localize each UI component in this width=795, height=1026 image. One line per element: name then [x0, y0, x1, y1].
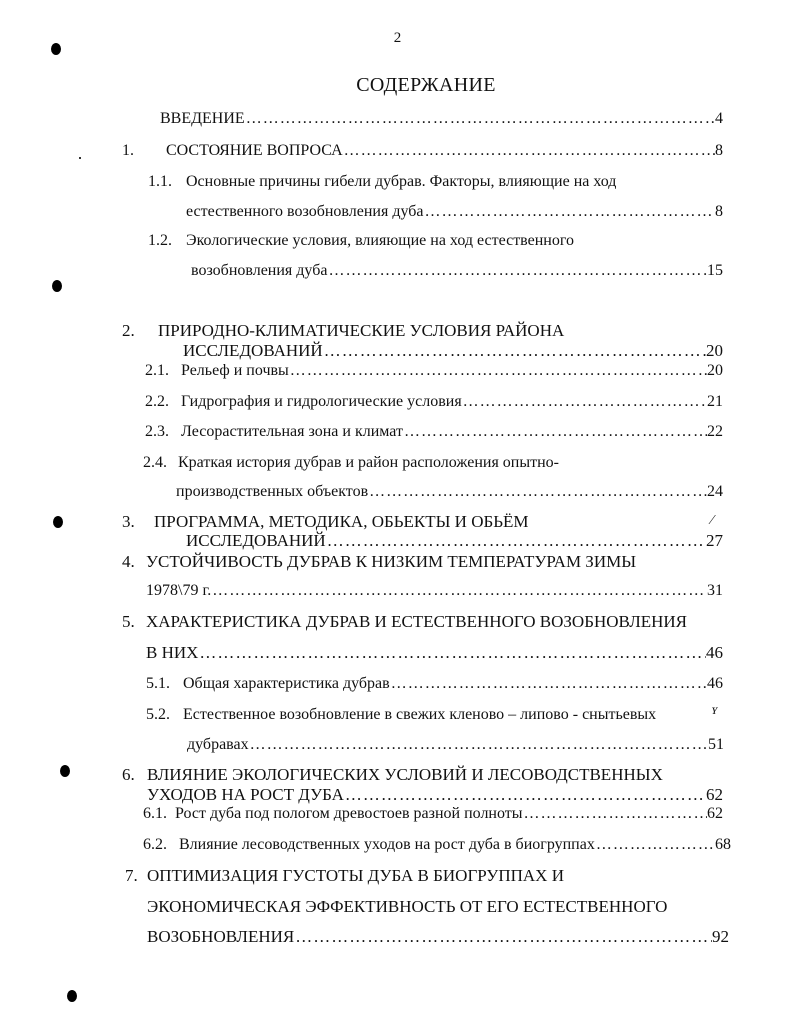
toc-entry-4[interactable]: [122, 551, 723, 573]
toc-entry-text: В НИХ: [146, 643, 199, 662]
toc-entry-2-1[interactable]: [145, 360, 723, 382]
toc-entry-3-cont[interactable]: [186, 530, 723, 552]
toc-entry-text: Рост дуба под пологом древостоев разной полноты: [175, 805, 523, 822]
toc-entry-7[interactable]: [125, 865, 723, 887]
leader-dots: [327, 260, 707, 282]
leader-dots: [595, 834, 715, 856]
toc-entry-1-2[interactable]: [148, 230, 723, 252]
toc-page-number: 8: [715, 142, 723, 159]
toc-entry-text: естественного возобновления дуба: [186, 203, 424, 220]
toc-entry-text: ИССЛЕДОВАНИЙ: [183, 341, 323, 360]
toc-entry-text: Основные причины гибели дубрав. Факторы, влияющие на ход: [186, 173, 617, 190]
toc-page-number: 21: [707, 393, 723, 410]
leader-dots: [198, 642, 706, 664]
toc-entry-2-2[interactable]: [145, 391, 723, 413]
toc-entry-number: 1.2.: [148, 232, 172, 249]
toc-entry-number: 2.3.: [145, 423, 169, 440]
toc-entry-number: 2.1.: [145, 362, 169, 379]
leader-dots: [424, 201, 716, 223]
toc-entry-number: 6.2.: [143, 836, 167, 853]
toc-entry-text: ПРИРОДНО-КЛИМАТИЧЕСКИЕ УСЛОВИЯ РАЙОНА: [158, 321, 565, 340]
toc-entry-text: производственных объектов: [176, 483, 369, 500]
toc-entry-intro[interactable]: [160, 108, 723, 130]
toc-entry-number: 4.: [122, 552, 135, 571]
toc-entry-text: ВЛИЯНИЕ ЭКОЛОГИЧЕСКИХ УСЛОВИЙ И ЛЕСОВОДСТВЕННЫХ: [147, 765, 663, 784]
toc-page-number: 92: [712, 927, 729, 946]
toc-entry-6[interactable]: [122, 764, 723, 786]
toc-entry-6-2[interactable]: [143, 834, 731, 856]
leader-dots: [368, 481, 707, 503]
leader-dots: [323, 340, 706, 362]
toc-entry-number: 1.: [122, 142, 134, 159]
toc-entry-text: УСТОЙЧИВОСТЬ ДУБРАВ К НИЗКИМ ТЕМПЕРАТУРАМ ЗИМЫ: [146, 552, 637, 571]
punch-hole-mark: [53, 516, 63, 528]
toc-entry-text: СОСТОЯНИЕ ВОПРОСА: [166, 142, 343, 159]
toc-entry-text: возобновления дуба: [191, 262, 328, 279]
toc-page-number: 20: [707, 362, 723, 379]
toc-entry-text: Влияние лесоводственных уходов на рост дуба в биогруппах: [179, 836, 595, 853]
toc-page-number: 46: [706, 643, 723, 662]
page-title: СОДЕРЖАНИЕ: [356, 74, 496, 96]
toc-entry-5-2[interactable]: [146, 704, 706, 726]
toc-entry-text: ВОЗОБНОВЛЕНИЯ: [147, 927, 295, 946]
toc-entry-text: дубравах: [187, 736, 249, 753]
toc-page-number: 8: [715, 203, 723, 220]
leader-dots: [462, 391, 707, 413]
leader-dots: [245, 108, 715, 130]
toc-entry-text: УХОДОВ НА РОСТ ДУБА: [147, 785, 344, 804]
leader-dots: [390, 673, 707, 695]
toc-entry-1[interactable]: [122, 140, 723, 162]
toc-entry-1-1-cont[interactable]: [186, 201, 723, 223]
toc-entry-text: 1978\79 г.: [146, 582, 212, 599]
toc-page-number: 31: [707, 582, 723, 599]
toc-entry-number: 6.: [122, 765, 135, 784]
toc-entry-7-cont-2[interactable]: [147, 926, 729, 948]
toc-entry-text: ХАРАКТЕРИСТИКА ДУБРАВ И ЕСТЕСТВЕННОГО ВОЗОБНОВЛЕНИЯ: [146, 612, 688, 631]
toc-entry-text: Гидрография и гидрологические условия: [181, 393, 462, 410]
toc-entry-number: 2.: [122, 321, 135, 340]
toc-page-number: 62: [706, 785, 723, 804]
leader-dots: [343, 140, 715, 162]
toc-entry-1-2-cont[interactable]: [191, 260, 723, 282]
toc-entry-number: 5.: [122, 612, 135, 631]
toc-entry-text: ИССЛЕДОВАНИЙ: [186, 531, 326, 550]
toc-page-number: 62: [707, 805, 723, 822]
toc-entry-2-4[interactable]: [143, 452, 723, 474]
toc-entry-text: ОПТИМИЗАЦИЯ ГУСТОТЫ ДУБА В БИОГРУППАХ И: [147, 866, 564, 885]
toc-page-number: 46: [707, 675, 723, 692]
scan-speck: [79, 157, 81, 159]
toc-entry-number: 3.: [122, 512, 135, 531]
toc-entry-text: Рельеф и почвы: [181, 362, 289, 379]
toc-entry-5-2-cont[interactable]: [187, 734, 724, 756]
toc-entry-number: 2.4.: [143, 454, 167, 471]
punch-hole-mark: [52, 280, 62, 292]
toc-entry-7-cont[interactable]: [147, 896, 723, 918]
toc-entry-6-1[interactable]: [143, 803, 723, 825]
toc-entry-text: Экологические условия, влияющие на ход естественного: [186, 232, 575, 249]
toc-entry-number: 6.1.: [143, 805, 167, 822]
toc-entry-1-1[interactable]: [148, 171, 723, 193]
toc-entry-text: ВВЕДЕНИЕ: [160, 110, 245, 127]
leader-dots: [403, 421, 707, 443]
toc-entry-number: 5.1.: [146, 675, 170, 692]
toc-entry-5-1[interactable]: [146, 673, 723, 695]
toc-entry-text: ПРОГРАММА, МЕТОДИКА, ОБЬЕКТЫ И ОБЬЁМ: [154, 512, 529, 531]
toc-entry-text: ЭКОНОМИЧЕСКАЯ ЭФФЕКТИВНОСТЬ ОТ ЕГО ЕСТЕСТВЕННОГО: [147, 897, 668, 916]
toc-entry-number: 7.: [125, 866, 138, 885]
toc-entry-number: 5.2.: [146, 706, 170, 723]
toc-entry-text: Краткая история дубрав и район расположения опытно-: [178, 454, 559, 471]
toc-entry-number: 1.1.: [148, 173, 172, 190]
punch-hole-mark: [51, 43, 61, 55]
toc-page-number: 68: [715, 836, 731, 853]
toc-page-number: 15: [707, 262, 723, 279]
toc-entry-text: Естественное возобновление в свежих кленово – липово - снытьевых: [183, 706, 657, 723]
toc-entry-2-4-cont[interactable]: [176, 481, 723, 503]
toc-entry-number: 2.2.: [145, 393, 169, 410]
toc-page-number: 51: [708, 736, 724, 753]
leader-dots: [294, 926, 712, 948]
toc-entry-4-cont[interactable]: [146, 580, 723, 602]
leader-dots: [289, 360, 707, 382]
leader-dots: [326, 530, 706, 552]
pencil-mark: ⁄: [711, 513, 714, 528]
toc-entry-5[interactable]: [122, 611, 723, 633]
toc-entry-2-cont[interactable]: [183, 340, 723, 362]
toc-entry-2[interactable]: [122, 320, 723, 342]
toc-entry-text: Лесорастительная зона и климат: [181, 423, 403, 440]
toc-page-number: 20: [706, 341, 723, 360]
toc-entry-5-cont[interactable]: [146, 642, 723, 664]
toc-entry-2-3[interactable]: [145, 421, 723, 443]
toc-page-number: 24: [707, 483, 723, 500]
leader-dots: [523, 803, 707, 825]
toc-page-number: 22: [707, 423, 723, 440]
punch-hole-mark: [67, 990, 77, 1002]
leader-dots: [249, 734, 708, 756]
toc-page-number: 27: [706, 531, 723, 550]
leader-dots: [211, 580, 707, 602]
toc-entry-text: Общая характеристика дубрав: [183, 675, 390, 692]
toc-page-number: 4: [715, 110, 723, 127]
pencil-mark: ʏ: [712, 703, 718, 718]
page-number: 2: [393, 30, 402, 46]
punch-hole-mark: [60, 765, 70, 777]
